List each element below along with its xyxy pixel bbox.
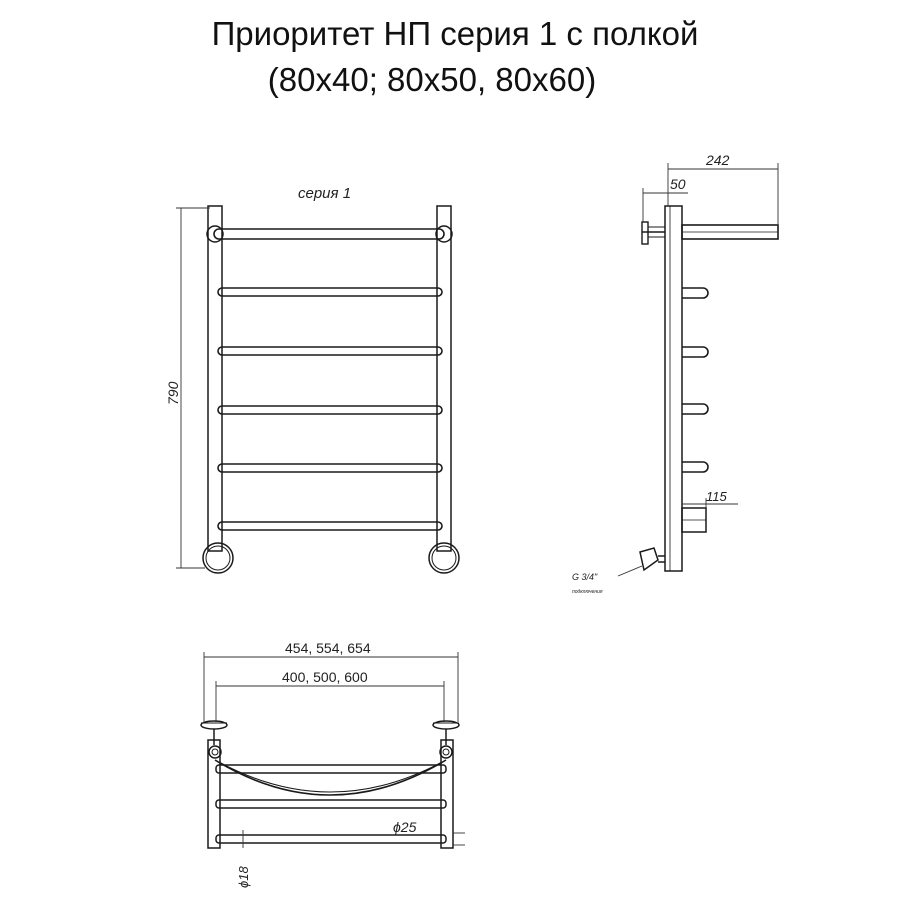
thread-label: G 3/4" [572,572,598,582]
drawing-title-line-2: (80х40; 80х50, 80х60) [267,61,597,98]
right-connection-nut-inner [432,546,456,570]
right-vertical-pipe [437,206,451,551]
left-connection-nut [203,543,233,573]
height-dimension-label: 790 [165,381,181,405]
front-view [165,185,459,573]
bottom-valve [640,548,658,570]
side-vertical-pipe [665,206,682,571]
left-fitting-inner [212,749,218,755]
rung-diameter-label: ϕ18 [236,866,251,888]
shelf-curve-inner [219,762,442,792]
top-rung [216,800,446,808]
rung [218,288,442,296]
depth-dimension-label: 242 [706,152,730,168]
rung [218,522,442,530]
outer-width-label: 454, 554, 654 [285,640,371,656]
tube-diameter-label: ϕ25 [393,819,417,835]
right-fitting-inner [443,749,449,755]
left-vertical-pipe [208,206,222,551]
right-connection-nut [429,543,459,573]
thread-leader-line [618,566,642,576]
offset-dimension-label: 50 [670,176,686,192]
left-connection-nut-inner [206,546,230,570]
inner-width-label: 400, 500, 600 [282,669,368,685]
thread-note: подключения [572,589,603,595]
side-rung [682,288,708,298]
series-label: серия 1 [298,185,352,202]
side-rung [682,347,708,357]
bottom-dimension-label: 115 [706,489,727,504]
rung [218,406,442,414]
side-rung [682,404,708,414]
side-view [572,152,778,595]
top-rung [216,835,446,843]
top-wall-mount-plate [642,222,648,244]
left-wall-bracket [201,721,227,729]
drawing-title-line-1: Приоритет НП серия 1 с полкой [211,15,699,52]
side-rung [682,462,708,472]
right-fitting [440,746,452,758]
left-fitting [209,746,221,758]
shelf-top-bar [214,229,444,239]
rung [218,464,442,472]
top-view [201,640,465,888]
right-wall-bracket [433,721,459,729]
top-rung [216,765,446,773]
rung [218,347,442,355]
